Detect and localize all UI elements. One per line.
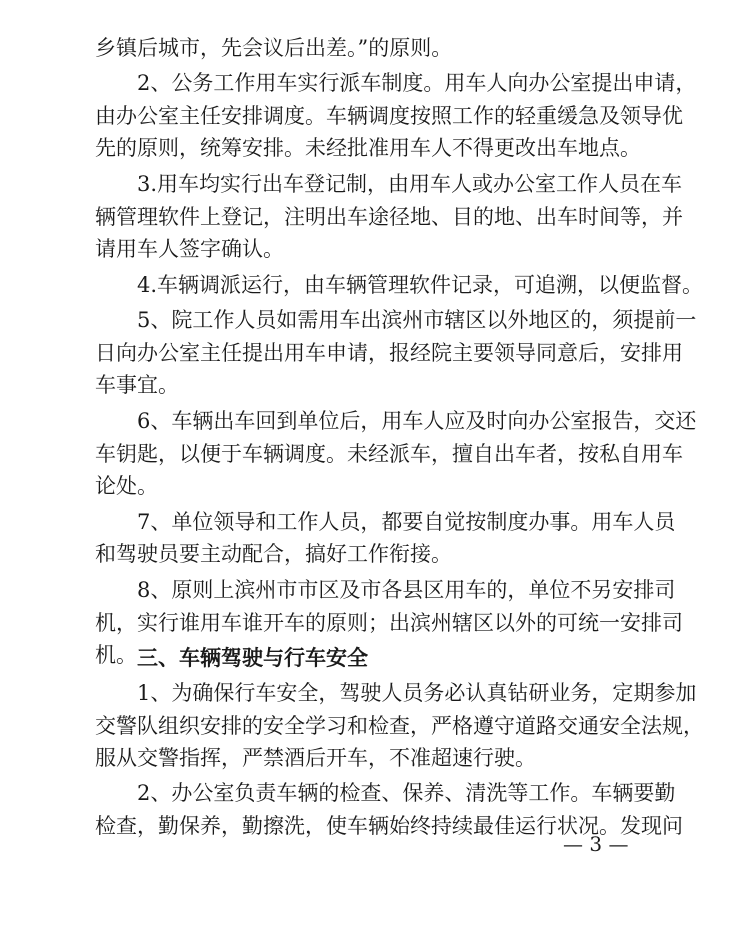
text-line: 日向办公室主任提出用车申请，报经院主要领导同意后，安排用 — [95, 341, 683, 365]
text-line: 和驾驶员要主动配合，搞好工作衔接。 — [95, 542, 452, 566]
text-line: 乡镇后城市，先会议后出差。”的原则。 — [95, 36, 453, 60]
text-line: 先的原则，统筹安排。未经批准用车人不得更改出车地点。 — [95, 136, 641, 160]
text-line: 车钥匙，以便于车辆调度。未经派车，擅自出车者，按私自用车 — [95, 442, 683, 466]
text-line: 3.用车均实行出车登记制，由用车人或办公室工作人员在车 — [95, 172, 683, 196]
text-line: 由办公室主任安排调度。车辆调度按照工作的轻重缓急及领导优 — [95, 104, 683, 128]
text-line: 机。 — [95, 643, 137, 667]
text-line: 7、单位领导和工作人员，都要自觉按制度办事。用车人员 — [95, 510, 676, 534]
text-line: 论处。 — [95, 474, 158, 498]
text-line: 辆管理软件上登记，注明出车途径地、目的地、出车时间等，并 — [95, 205, 683, 229]
text-line: 检查，勤保养，勤擦洗，使车辆始终持续最佳运行状况。发现问 — [95, 814, 683, 838]
text-line: 4.车辆调派运行，由车辆管理软件记录，可追溯，以便监督。 — [95, 273, 704, 297]
text-line: 1、为确保行车安全，驾驶人员务必认真钻研业务，定期参加 — [95, 681, 697, 705]
section-heading: 三、车辆驾驶与行车安全 — [137, 646, 368, 670]
text-line: 交警队组织安排的安全学习和检查，严格遵守道路交通安全法规， — [95, 714, 704, 738]
text-line: 服从交警指挥，严禁酒后开车，不准超速行驶。 — [95, 746, 536, 770]
page-number: — 3 — — [563, 832, 629, 856]
text-line: 请用车人签字确认。 — [95, 237, 284, 261]
text-line: 5、院工作人员如需用车出滨州市辖区以外地区的，须提前一 — [95, 308, 697, 332]
text-line: 8、原则上滨州市市区及市各县区用车的，单位不另安排司 — [95, 578, 676, 602]
text-line: 2、办公室负责车辆的检查、保养、清洗等工作。车辆要勤 — [95, 781, 676, 805]
text-line: 6、车辆出车回到单位后，用车人应及时向办公室报告，交还 — [95, 409, 697, 433]
text-line: 机，实行谁用车谁开车的原则；出滨州辖区以外的可统一安排司 — [95, 611, 683, 635]
text-line: 车事宜。 — [95, 373, 179, 397]
text-line: 2、公务工作用车实行派车制度。用车人向办公室提出申请， — [95, 71, 697, 95]
